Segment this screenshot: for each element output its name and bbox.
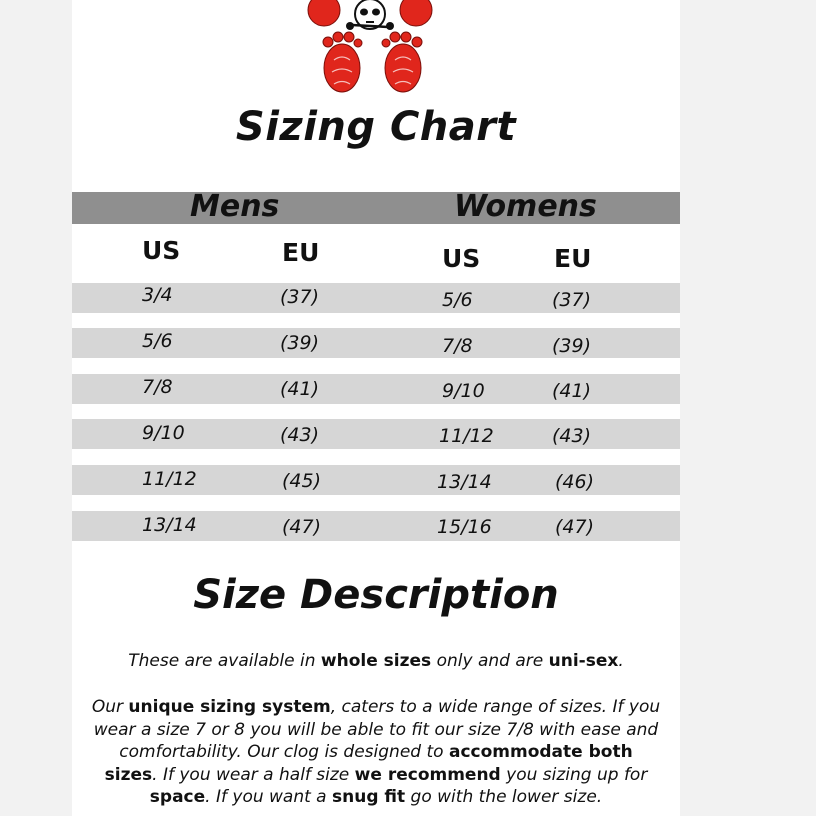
size-description-title: Size Description	[193, 572, 559, 618]
womens-eu-size: (39)	[552, 335, 592, 357]
womens-us-size: 5/6	[442, 289, 473, 311]
mens-eu-size: (37)	[280, 286, 320, 308]
womens-eu-size: (46)	[555, 471, 595, 493]
mens-eu-size: (39)	[280, 332, 320, 354]
womens-eu-column-header: EU	[554, 244, 592, 273]
size-description-intro: These are available in whole sizes only and are uni-sex.	[128, 651, 624, 671]
skull-icon	[346, 0, 394, 30]
gender-header-bar	[72, 189, 680, 224]
mens-eu-column-header: EU	[282, 238, 320, 267]
mens-us-size: 11/12	[142, 468, 197, 490]
mens-eu-size: (47)	[282, 516, 322, 538]
womens-eu-size: (47)	[555, 516, 595, 538]
mens-us-column-header: US	[142, 236, 181, 265]
mens-us-size: 5/6	[142, 330, 173, 352]
mens-us-size: 13/14	[142, 514, 197, 536]
womens-header: Womens	[454, 189, 597, 224]
mens-us-size: 3/4	[142, 284, 173, 306]
womens-us-size: 15/16	[437, 516, 492, 538]
womens-eu-size: (37)	[552, 289, 592, 311]
sizing-chart-page	[72, 0, 680, 816]
womens-us-column-header: US	[442, 244, 481, 273]
mens-eu-size: (43)	[280, 424, 320, 446]
mens-eu-size: (41)	[280, 378, 320, 400]
size-description-body: Our unique sizing system, caters to a wide range of sizes. If you wear a size 7 or 8 you will be able to fit our size 7/8 with ease and comfortability. Our clog is designed to accommodate both sizes. If you wear a half size we recommend you sizing up for space. If you want a snug fit go with the lower size.	[91, 697, 661, 807]
womens-us-size: 7/8	[442, 335, 473, 357]
mens-us-size: 7/8	[142, 376, 173, 398]
mens-eu-size: (45)	[282, 470, 322, 492]
womens-us-size: 9/10	[442, 380, 485, 402]
womens-eu-size: (41)	[552, 380, 592, 402]
footprint-skull-logo	[300, 0, 440, 94]
mens-header: Mens	[190, 189, 280, 224]
womens-us-size: 11/12	[439, 425, 494, 447]
womens-eu-size: (43)	[552, 425, 592, 447]
mens-us-size: 9/10	[142, 422, 185, 444]
womens-us-size: 13/14	[437, 471, 492, 493]
page-title: Sizing Chart	[235, 104, 517, 150]
